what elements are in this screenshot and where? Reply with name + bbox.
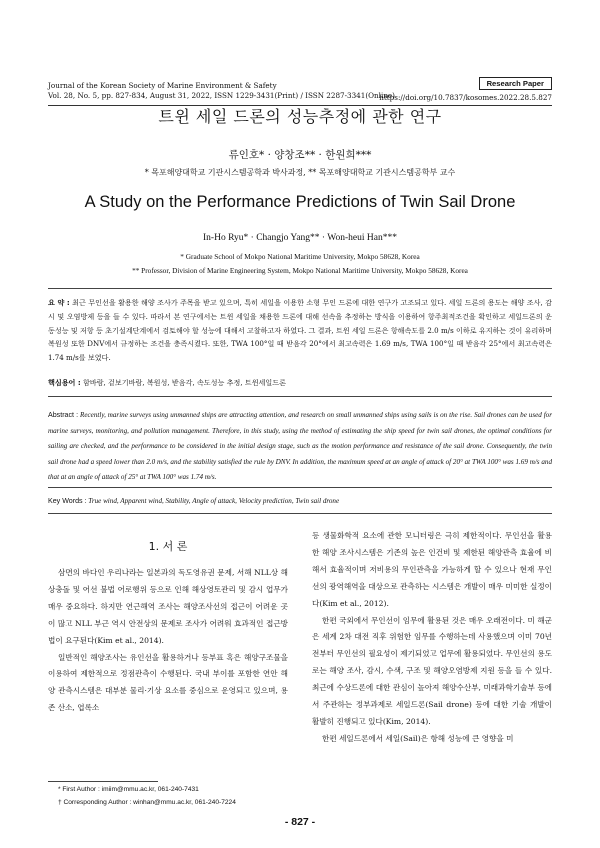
page-number: - 827 - bbox=[284, 816, 316, 828]
korean-affiliation: * 목포해양대학교 기관시스템공학과 박사과정, ** 목포해양대학교 기관시스템공학부 교수 bbox=[144, 168, 456, 177]
korean-abstract bbox=[48, 296, 552, 365]
korean-abstract-label: 요 약 : bbox=[48, 298, 70, 307]
paper-type-badge: Research Paper bbox=[479, 77, 552, 90]
english-title: A Study on the Performance Predictions of Twin Sail Drone bbox=[84, 193, 516, 211]
english-keywords-text: True wind, Apparent wind, Stability, Angle of attack, Velocity prediction, Twin sail drone bbox=[88, 497, 340, 505]
korean-keywords-label: 핵심용어 : bbox=[48, 378, 81, 387]
journal-name: Journal of the Korean Society of Marine Environment & Safety bbox=[48, 81, 277, 90]
body-column-left bbox=[48, 565, 288, 717]
korean-keywords-text: 함바람, 겉보기바람, 복원성, 받음각, 속도성능 추정, 트윈세일드론 bbox=[82, 378, 286, 387]
english-abstract bbox=[48, 408, 552, 486]
abstract-top-divider bbox=[48, 288, 552, 289]
keywords-divider bbox=[48, 487, 552, 488]
english-abstract-label: Abstract : bbox=[48, 411, 79, 419]
abstract-mid-divider bbox=[48, 396, 552, 397]
section-heading-introduction: 1. 서 론 bbox=[148, 540, 188, 553]
english-abstract-text: Recently, marine surveys using unmanned ships are attracting attention, and research on small unmanned ships using sails is on the rise. Sail drones can be used for marine surveys, monitoring, and pollution management. Therefore, in this study, using the method of estimating the ship speed for twin sail drones, the optimal conditions for sailing are checked, and the performance to be considered in the initial design stage, such as the motion performance and resistance of the sail drone. Consequently, the twin sail drone had a speed lower than 2.0 m/s, and the stability satisfied the rule by DNV. In addition, the maximum speed at an angle of attack of 20° at TWA 100° was 1.69 m/s and that at an angle of attack of 25° at TWA 100° was 1.74 m/s. bbox=[48, 411, 552, 482]
english-affiliation-1: * Graduate School of Mokpo National Maritime University, Mokpo 58628, Korea bbox=[180, 252, 420, 261]
footnote-divider bbox=[48, 781, 158, 782]
body-column-right bbox=[312, 528, 552, 748]
paragraph: 한편 세일드론에서 세일(Sail)은 항해 성능에 큰 영향을 미 bbox=[322, 733, 514, 743]
english-affiliation-2: ** Professor, Division of Marine Engineering System, Mokpo National Maritime University, Mokpo 58628, Korea bbox=[132, 266, 468, 275]
footnote-first-author: * First Author : imiim@mmu.ac.kr, 061-240-7431 bbox=[58, 786, 199, 793]
abstract-bottom-divider bbox=[48, 513, 552, 514]
korean-abstract-text: 최근 무인선을 활용한 해양 조사가 주목을 받고 있으며, 특히 세일을 이용한 소형 무인 드론에 대한 연구가 고조되고 있다. 세일 드론의 용도는 해양 조사, 감시 및 오염방제 등을 들 수 있다. 따라서 본 연구에서는 트윈 세일을 채용한 드론에 대해 선속을 추정하는 방식을 이용하여 항주최적조건을 확인하고 세일드론의 운동성능 및 저항 등 초기설계단계에서 검토해야 할 성능에 대해서 고찰하고자 하였다. 그 결과, 트윈 세일 드론은 항해속도를 2.0 m/s 이하로 유지하는 것이 유리하며 복원성 또한 DNV에서 규정하는 조건을 충족시켰다. 또한, TWA 100°일 때 받음각 20°에서 최고속력은 1.69 m/s, TWA 100°일 때 받음각 25°에서 최고속력은 1.74 m/s를 보였다. bbox=[48, 298, 552, 363]
english-authors: In-Ho Ryu* · Changjo Yang** · Won-heui Han*** bbox=[203, 233, 397, 243]
doi-link[interactable]: https://doi.org/10.7837/kosomes.2022.28.5.827 bbox=[379, 93, 552, 102]
paragraph: 일반적인 해양조사는 유인선을 활용하거나 등부표 혹은 해양구조물을 이용하여 제한적으로 정점관측이 수행된다. 국내 부이를 포함한 연안 해양 관측시스템은 대부분 물리·기상 요소를 중심으로 운영되고 있으며, 용존 산소, 엽록소 bbox=[48, 652, 288, 713]
journal-volume: Vol. 28, No. 5, pp. 827-834, August 31, 2022, ISSN 1229-3431(Print) / ISSN 2287-3341(Online) bbox=[48, 90, 395, 100]
paragraph: 삼면의 바다인 우리나라는 일본과의 독도영유권 문제, 서해 NLL상 해상충돌 및 어선 불법 어로행위 등으로 인해 해상영토관리 및 감시 업무가 매우 중요하다. 하지만 연근해역 조사는 해양조사선의 접근이 어려운 곳이 많고 NLL 부근 역시 안전상의 문제로 조사가 어려워 효과적인 접근방법이 요구된다(Kim et al., 2014). bbox=[48, 568, 288, 645]
paragraph: 등 생물화학적 요소에 관한 모니터링은 극히 제한적이다. 무인선을 활용한 해양 조사시스템은 기존의 높은 인건비 및 제한된 해양관측 효율에 비해서 효율적이며 저비용의 무인관측을 가능하게 할 수 있으나 현재 무인선의 광역해역을 대상으로 관측하는 시스템은 개발이 매우 미미한 실정이다(Kim et al., 2012). bbox=[312, 531, 552, 608]
footnote-corresponding-author: † Corresponding Author : winhan@mmu.ac.kr, 061-240-7224 bbox=[58, 799, 236, 806]
korean-title: 트윈 세일 드론의 성능추정에 관한 연구 bbox=[158, 107, 442, 126]
korean-keywords bbox=[48, 378, 552, 388]
korean-authors: 류인호* · 양창조** · 한원희*** bbox=[228, 149, 372, 161]
english-keywords bbox=[48, 497, 552, 505]
english-keywords-label: Key Words : bbox=[48, 497, 87, 505]
paragraph: 한편 국외에서 무인선이 임무에 활용된 것은 매우 오래전이다. 미 해군은 세계 2차 대전 직후 위험한 임무를 수행하는데 사용했으며 이미 70년 전부터 무인선의 필요성이 제기되었고 업무에 활용되었다. 무인선의 용도로는 해양 조사, 감시, 수색, 구조 및 해양오염방제 지원 등을 들 수 있다. 최근에 수상드론에 대한 관심이 높아져 해양수산부, 미래과학기술부 등에서 주관하는 정부과제로 세일드론(Sail drone) 등에 대한 기술 개발이 활발히 진행되고 있다(Kim, 2014). bbox=[312, 615, 552, 726]
